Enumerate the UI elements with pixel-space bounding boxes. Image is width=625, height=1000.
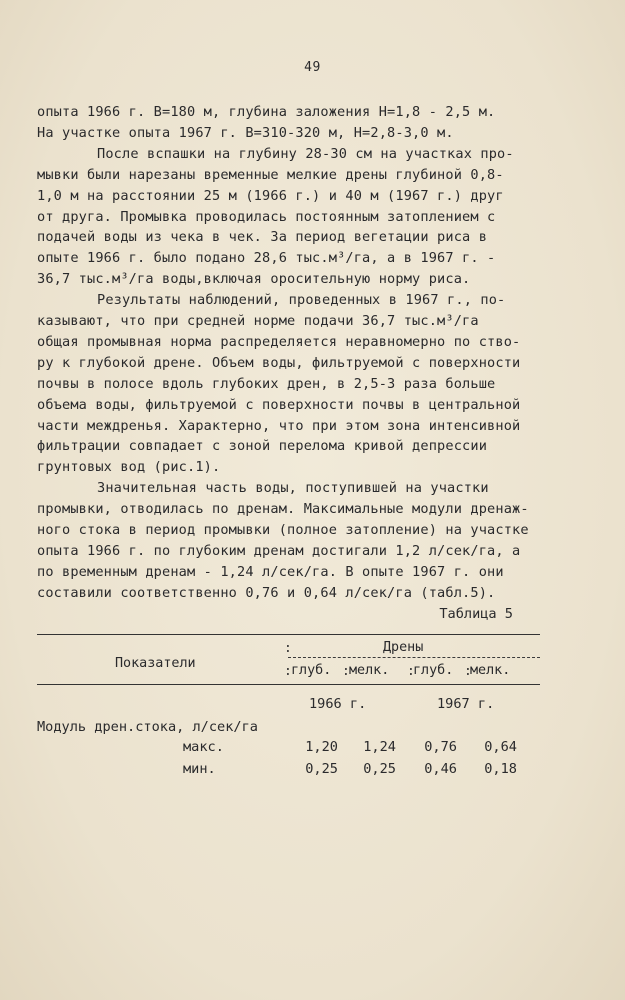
table-top-rule xyxy=(37,634,540,635)
text-line: по временным дренам - 1,24 л/сек/га. В опыте 1967 г. они xyxy=(37,563,504,580)
text-line: ного стока в период промывки (полное затопление) на участке xyxy=(37,522,529,538)
column-separator: : xyxy=(342,664,350,679)
row-label-max: макс. xyxy=(183,739,224,755)
text-line: казывают, что при средней норме подачи 36,7 тыс.м³/га xyxy=(37,313,479,329)
year-1967: 1967 г. xyxy=(437,696,495,712)
text-line: почвы в полосе вдоль глубоких дрен, в 2,5-3 раза больше xyxy=(37,375,496,392)
text-line: фильтрации совпадает с зоной перелома кривой депрессии xyxy=(37,438,488,455)
column-separator: : xyxy=(284,664,292,679)
cell-max-deep-1966: 1,20 xyxy=(305,739,338,755)
text-line: мывки были нарезаны временные мелкие дрены глубиной 0,8- xyxy=(37,166,504,183)
text-line: общая промывная норма распределяется неравномерно по ство- xyxy=(37,333,521,350)
subheader-shallow-1967: мелк. xyxy=(470,663,511,678)
text-line: опыте 1966 г. было подано 28,6 тыс.м³/га, а в 1967 г. - xyxy=(37,250,496,267)
cell-max-shallow-1967: 0,64 xyxy=(484,739,517,755)
text-line: Результаты наблюдений, проведенных в 1967 г., по- xyxy=(97,292,506,309)
text-line: Значительная часть воды, поступившей на участки xyxy=(97,480,489,497)
text-line: части междренья. Характерно, что при этом зона интенсивной xyxy=(37,417,521,434)
text-line: После вспашки на глубину 28-30 см на участках про- xyxy=(97,145,514,162)
subheader-deep-1967: глуб. xyxy=(413,663,454,678)
year-1966: 1966 г. xyxy=(309,696,367,712)
header-drains: Дрены xyxy=(383,640,424,655)
header-indicators: Показатели xyxy=(115,656,196,671)
text-line: грунтовых вод (рис.1). xyxy=(37,459,221,476)
column-separator: : xyxy=(407,664,415,679)
text-line: ру к глубокой дрене. Объем воды, фильтруемой с поверхности xyxy=(37,354,521,371)
cell-min-deep-1967: 0,46 xyxy=(424,761,457,777)
table-header-bottom-rule xyxy=(37,684,540,685)
table-caption: Таблица 5 xyxy=(439,606,513,622)
text-line: опыта 1966 г. по глубоким дренам достигали 1,2 л/сек/га, а xyxy=(37,542,521,559)
cell-max-deep-1967: 0,76 xyxy=(424,739,457,755)
column-separator: : xyxy=(464,664,472,679)
column-separator: : xyxy=(284,641,292,656)
text-line: 36,7 тыс.м³/га воды,включая оросительную норму риса. xyxy=(37,271,471,288)
text-line: объема воды, фильтруемой с поверхности почвы в центральной xyxy=(37,396,521,413)
cell-min-shallow-1966: 0,25 xyxy=(363,761,396,777)
subheader-deep-1966: глуб. xyxy=(291,663,332,678)
cell-min-deep-1966: 0,25 xyxy=(305,761,338,777)
row-label-min: мин. xyxy=(183,761,216,777)
text-line: опыта 1966 г. В=180 м, глубина заложения Н=1,8 - 2,5 м. xyxy=(37,104,496,120)
text-line: от друга. Промывка проводилась постоянным затоплением с xyxy=(37,208,496,225)
text-line: составили соответственно 0,76 и 0,64 л/сек/га (табл.5). xyxy=(37,584,496,601)
subheader-shallow-1966: мелк. xyxy=(349,663,390,678)
text-line: подачей воды из чека в чек. За период вегетации риса в xyxy=(37,229,488,246)
row-group-label: Модуль дрен.стока, л/сек/га xyxy=(37,719,258,735)
cell-max-shallow-1966: 1,24 xyxy=(363,739,396,755)
text-line: На участке опыта 1967 г. В=310-320 м, Н=2,8-3,0 м. xyxy=(37,124,454,141)
cell-min-shallow-1967: 0,18 xyxy=(484,761,517,777)
table-group-rule xyxy=(288,657,540,658)
text-line: промывки, отводилась по дренам. Максимальные модули дренаж- xyxy=(37,501,529,518)
text-line: 1,0 м на расстоянии 25 м (1966 г.) и 40 м (1967 г.) друг xyxy=(37,187,504,204)
page-number: 49 xyxy=(304,60,321,75)
